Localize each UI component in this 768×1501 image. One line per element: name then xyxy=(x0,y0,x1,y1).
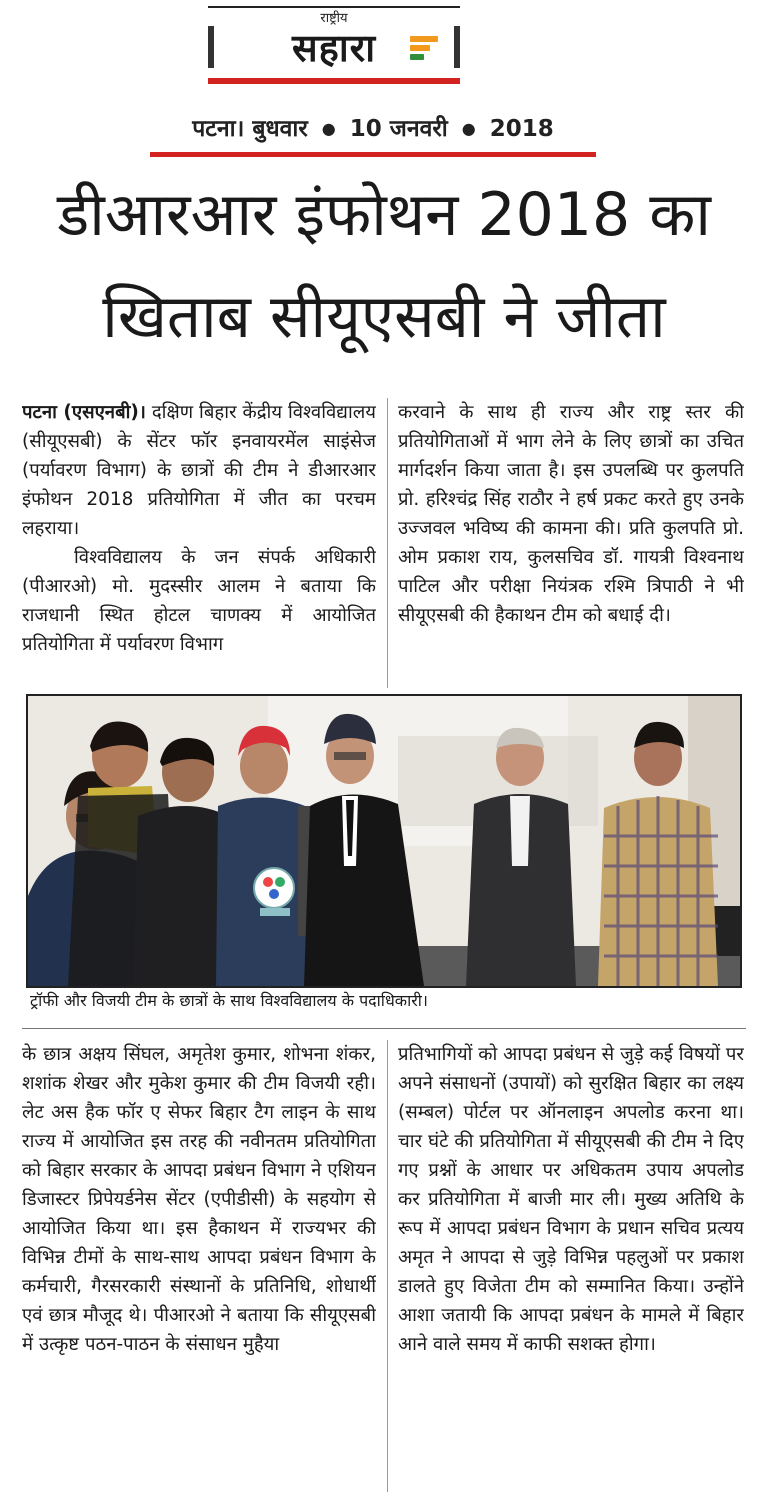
headline-line-2: खिताब सीयूएसबी ने जीता xyxy=(102,282,666,352)
news-photo xyxy=(26,694,742,988)
article-paragraph-1: दक्षिण बिहार केंद्रीय विश्वविद्यालय (सीयूएसबी) के सेंटर फॉर इनवायरमेंल साइंसेज (पर्यावरण विभाग) के छात्रों की टीम ने डीआरआर इंफोथन 2018 प्रतियोगिता में जीत का परचम लहराया। xyxy=(22,402,376,539)
headline-line-1: डीआरआर इंफोथन 2018 का xyxy=(57,180,711,250)
dateline-separator: ● xyxy=(461,119,476,138)
article-column-4 xyxy=(398,1040,744,1495)
article-paragraph-2: विश्वविद्यालय के जन संपर्क अधिकारी (पीआरओ) मो. मुदस्सीर आलम ने बताया कि राजधानी स्थित होटल चाणक्य में आयोजित प्रतियोगिता में पर्यावरण विभाग xyxy=(22,547,376,655)
masthead-small-text: राष्ट्रीय xyxy=(320,11,348,26)
caption-rule xyxy=(22,1028,746,1029)
masthead-brand: सहारा xyxy=(291,26,377,70)
group-photo-illustration xyxy=(28,696,740,986)
masthead-bar-left xyxy=(208,26,214,68)
column-divider xyxy=(387,398,388,688)
article-column-3 xyxy=(22,1040,376,1495)
dateline-separator: ● xyxy=(321,119,336,138)
column-divider xyxy=(387,1040,388,1492)
masthead-flag-icon xyxy=(410,36,438,60)
masthead-bar-right xyxy=(454,26,460,68)
dateline-year: 2018 xyxy=(489,116,554,142)
photo-caption: ट्रॉफी और विजयी टीम के छात्रों के साथ विश्वविद्यालय के पदाधिकारी। xyxy=(30,991,428,1010)
article-column-4-text: प्रतिभागियों को आपदा प्रबंधन से जुड़े कई विषयों पर अपने संसाधनों (उपायों) को सुरक्षित बिहार का लक्ष्य (सम्बल) पोर्टल पर ऑनलाइन अपलोड करना था। चार घंटे की प्रतियोगिता में सीयूएसबी की टीम ने दिए गए प्रश्नों के आधार पर अधिकतम उपाय अपलोड कर प्रतियोगिता में बाजी मार ली। मुख्य अतिथि के रूप में आपदा प्रबंधन विभाग के प्रधान सचिव प्रत्यय अमृत ने आपदा से जुड़े विभिन्न पहलुओं पर प्रकाश डालते हुए विजेता टीम को सम्मानित किया। उन्होंने आशा जतायी कि आपदा प्रबंधन के मामले में बिहार आने वाले समय में काफी सशक्त होगा। xyxy=(398,1044,744,1355)
article-column-2 xyxy=(398,398,744,690)
dateline-city-day: पटना। बुधवार xyxy=(192,116,308,142)
article-column-2-text: करवाने के साथ ही राज्य और राष्ट्र स्तर की प्रतियोगिताओं में भाग लेने के लिए छात्रों का उचित मार्गदर्शन किया जाता है। इस उपलब्धि पर कुलपति प्रो. हरिश्चंद्र सिंह राठौर ने हर्ष प्रकट करते हुए उनके उज्जवल भविष्य की कामना की। प्रति कुलपति प्रो. ओम प्रकाश राय, कुलसचिव डॉ. गायत्री विश्वनाथ पाटिल और परीक्षा नियंत्रक रश्मि त्रिपाठी ने भी सीयूएसबी की हैकाथन टीम को बधाई दी। xyxy=(398,402,744,626)
article-lead: पटना (एसएनबी)। xyxy=(22,402,146,423)
masthead-top-line xyxy=(208,6,460,8)
dateline xyxy=(150,114,596,144)
dateline-rule xyxy=(150,152,596,157)
masthead-logo xyxy=(208,6,460,84)
dateline-date: 10 जनवरी xyxy=(349,116,448,142)
article-column-1 xyxy=(22,398,376,690)
article-column-3-text: के छात्र अक्षय सिंघल, अमृतेश कुमार, शोभना शंकर, शशांक शेखर और मुकेश कुमार की टीम विजयी रही। लेट अस हैक फॉर ए सेफर बिहार टैग लाइन के साथ राज्य में आयोजित इस तरह की नवीनतम प्रतियोगिता को बिहार सरकार के आपदा प्रबंधन विभाग ने एशियन डिजास्टर प्रिपेयर्डनेस सेंटर (एपीडीसी) के सहयोग से आयोजित किया था। इस हैकाथन में राज्यभर की विभिन्न टीमों के साथ-साथ आपदा प्रबंधन विभाग के कर्मचारी, गैरसरकारी संस्थानों के प्रतिनिधि, शोधार्थी एवं छात्र मौजूद थे। पीआरओ ने बताया कि सीयूएसबी में उत्कृष्ट पठन-पाठन के संसाधन मुहैया xyxy=(22,1044,376,1355)
masthead-red-rule xyxy=(208,78,460,84)
